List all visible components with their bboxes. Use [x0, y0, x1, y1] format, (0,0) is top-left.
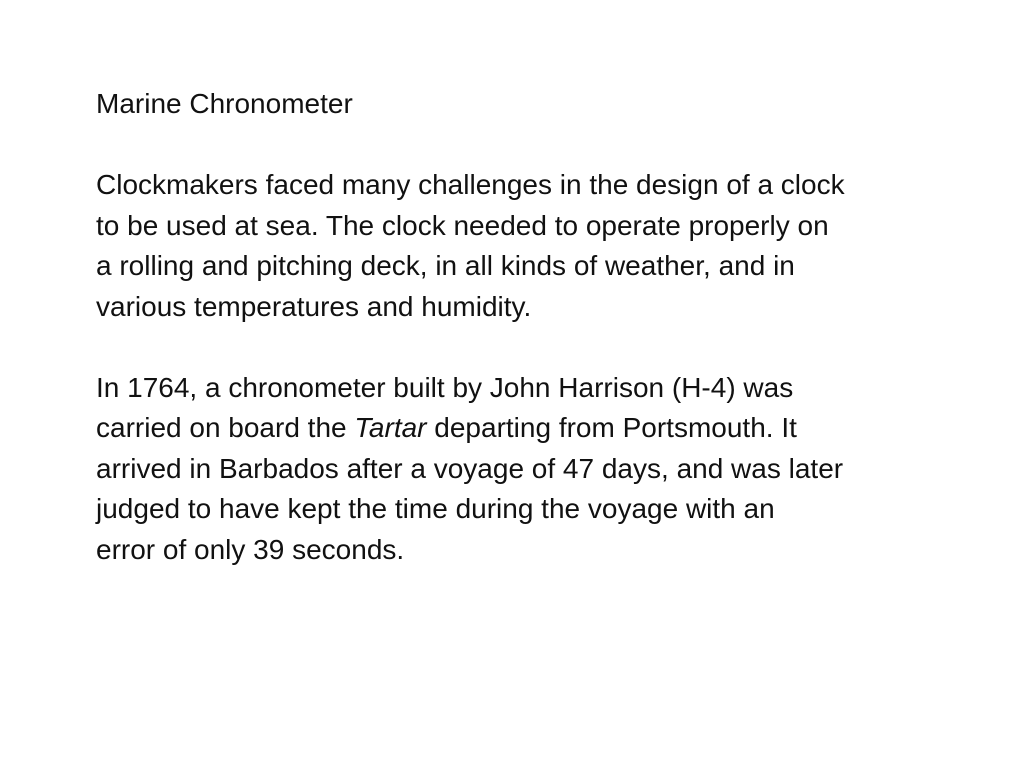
paragraph1-line-4: various temperatures and humidity. — [96, 290, 532, 322]
paragraph-harrison-h4 — [96, 368, 936, 571]
paragraph1-line-2: to be used at sea. The clock needed to operate properly on — [96, 209, 829, 241]
paragraph2-line-2-after: departing from Portsmouth. It — [426, 412, 797, 443]
paragraph2-line-4: judged to have kept the time during the voyage with an — [96, 493, 775, 524]
paragraph2-line-3: arrived in Barbados after a voyage of 47 days, and was later — [96, 452, 844, 484]
paragraph-sea-clock-challenges — [96, 165, 936, 327]
paragraph2-line-1: In 1764, a chronometer built by John Harrison (H-4) was — [96, 371, 794, 403]
paragraph1-line-1: Clockmakers faced many challenges in the design of a clock — [96, 169, 845, 200]
paragraph1-line-3: a rolling and pitching deck, in all kinds of weather, and in — [96, 250, 795, 281]
paragraph2-line-2-before: carried on board the — [96, 412, 355, 443]
paragraph2-line-2 — [96, 408, 936, 449]
slide-text-block — [96, 84, 936, 570]
slide-title: Marine Chronometer — [96, 88, 353, 119]
ship-name-tartar: Tartar — [354, 412, 427, 443]
paragraph2-line-5: error of only 39 seconds. — [96, 533, 405, 565]
